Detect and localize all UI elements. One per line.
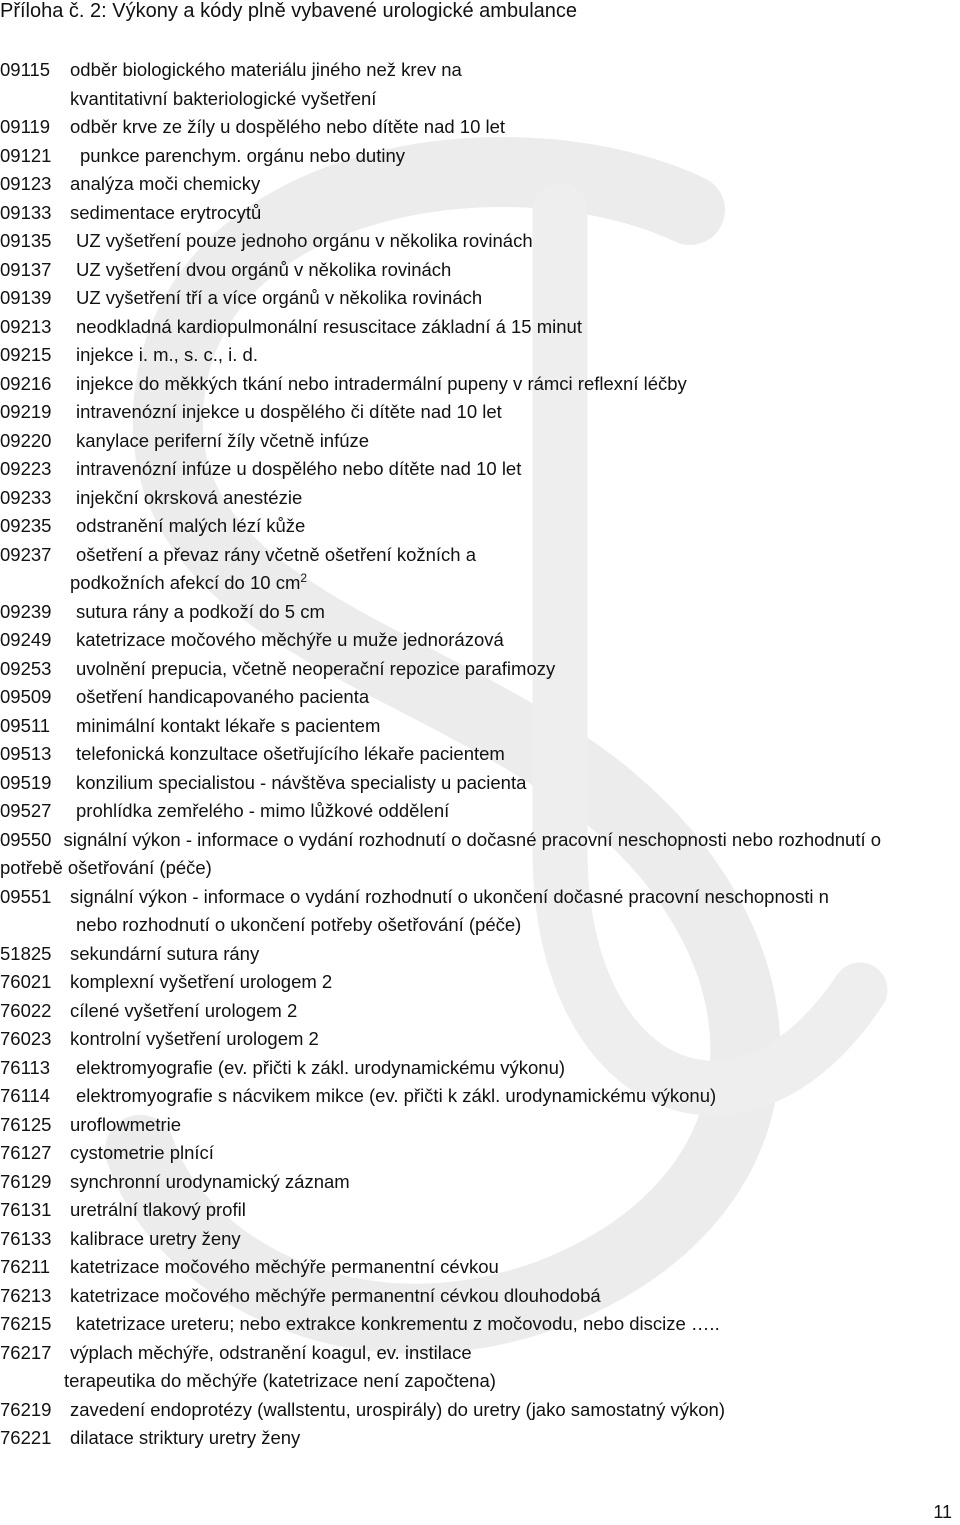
item-description: injekční okrsková anestézie [76,486,303,508]
item-code: 09509 [0,686,52,707]
item-code: 09215 [0,344,52,365]
list-item [0,683,955,712]
item-description: odstranění malých lézí kůže [76,515,306,536]
item-description: UZ vyšetření dvou orgánů v několika rovinách [76,258,452,280]
list-item [0,626,955,655]
item-code: 76023 [0,1028,52,1049]
item-description: minimální kontakt lékaře s pacientem [76,714,381,736]
item-description: uroflowmetrie [70,1113,182,1135]
list-item [0,1168,955,1197]
item-code: 09527 [0,800,52,821]
item-code: 76211 [0,1256,51,1277]
list-item [0,712,955,741]
list-item [0,199,955,228]
item-code: 09550 [0,828,52,850]
list-item [0,598,955,627]
list-item [0,826,900,883]
item-code: 76113 [0,1056,51,1078]
item-code: 09133 [0,201,52,223]
page-number: 11 [933,1502,952,1522]
item-description: zavedení endoprotézy (wallstentu, urospirály) do uretry (jako samostatný výkon) [70,1398,725,1420]
item-code: 76213 [0,1284,52,1306]
item-description: odběr biologického materiálu jiného než krev na [70,59,462,80]
list-item [0,769,955,798]
list-item [0,940,955,969]
list-item [0,797,955,826]
list-item [0,1196,955,1225]
item-description: konzilium specialistou - návštěva specialisty u pacienta [76,771,527,793]
item-code: 09219 [0,401,52,422]
item-description: komplexní vyšetření urologem 2 [70,971,333,992]
item-description: intravenózní injekce u dospělého či dítěte nad 10 let [76,401,502,422]
item-code: 09237 [0,543,52,565]
code-list [0,56,955,1453]
list-item [0,1396,955,1425]
item-description: elektromyografie s nácvikem mikce (ev. přičti k zákl. urodynamickému výkonu) [76,1085,717,1106]
item-description-continued [64,1367,496,1396]
list-item [0,341,955,370]
item-description: sedimentace erytrocytů [70,201,262,223]
list-item [0,284,955,313]
item-code: 09551 [0,885,52,907]
item-description-continued [70,569,307,598]
list-item [0,1424,955,1453]
list-item [0,142,955,171]
item-description: synchronní urodynamický záznam [70,1170,350,1192]
item-code: 76129 [0,1170,52,1192]
item-code: 76021 [0,971,52,992]
item-description: sekundární sutura rány [70,942,260,964]
list-item [0,1054,955,1083]
item-code: 09249 [0,629,52,650]
item-description: ošetření handicapovaného pacienta [76,686,370,707]
item-code: 09253 [0,657,52,679]
item-description: sutura rány a podkoží do 5 cm [76,600,325,622]
list-item [0,1225,955,1254]
item-description: telefonická konzultace ošetřujícího lékaře pacientem [76,743,505,764]
item-code: 76022 [0,999,52,1021]
item-description: cystometrie plnící [70,1142,214,1163]
item-description: UZ vyšetření pouze jednoho orgánu v několika rovinách [76,230,533,251]
continued-text: nebo rozhodnutí o ukončení potřeby ošetřování (péče) [76,914,522,935]
item-code: 76221 [0,1427,52,1448]
item-code: 09139 [0,287,52,308]
item-code: 76133 [0,1227,52,1249]
item-description: kontrolní vyšetření urologem 2 [70,1028,319,1049]
item-code: 09235 [0,515,52,536]
list-item [0,997,955,1026]
item-description: katetrizace močového měchýře permanentní cévkou dlouhodobá [70,1284,601,1306]
item-code: 09135 [0,230,52,251]
item-description: analýza moči chemicky [70,173,261,194]
item-code: 76217 [0,1341,52,1363]
list-item [0,541,955,598]
item-code: 09233 [0,486,52,508]
list-item [0,484,955,513]
item-code: 09123 [0,173,52,194]
list-item [0,56,955,113]
item-description: katetrizace močového měchýře u muže jednorázová [76,629,504,650]
item-code: 76131 [0,1199,52,1220]
item-description: neodkladná kardiopulmonální resuscitace základní á 15 minut [76,315,582,337]
list-item [0,1082,955,1111]
item-code: 09220 [0,429,52,451]
item-code: 51825 [0,942,52,964]
item-code: 76114 [0,1085,51,1106]
item-description: injekce do měkkých tkání nebo intradermální pupeny v rámci reflexní léčby [76,372,687,394]
item-description: odběr krve ze žíly u dospělého nebo dítěte nad 10 let [70,116,506,137]
list-item [0,883,955,940]
item-description: elektromyografie (ev. přičti k zákl. urodynamickému výkonu) [76,1056,566,1078]
item-code: 09121 [0,144,52,166]
item-code: 09216 [0,372,52,394]
item-code: 76215 [0,1313,52,1334]
item-description: injekce i. m., s. c., i. d. [76,344,258,365]
list-item [0,256,955,285]
item-code: 09115 [0,59,51,80]
item-description: intravenózní infúze u dospělého nebo dítěte nad 10 let [76,458,522,479]
list-item [0,455,955,484]
list-item [0,1139,955,1168]
item-description: signální výkon - informace o vydání rozhodnutí o dočasné pracovní neschopnosti nebo rozhodnutí o potřebě ošetřování (péče) [0,828,882,878]
item-description: cílené vyšetření urologem 2 [70,999,298,1021]
item-description-continued [76,911,521,940]
list-item [0,512,955,541]
list-item [0,968,955,997]
list-item [0,370,955,399]
item-description: dilatace striktury uretry ženy [70,1427,301,1448]
continued-text: podkožních afekcí do 10 cm [70,572,301,593]
item-description: uvolnění prepucia, včetně neoperační repozice parafimozy [76,657,556,679]
list-item [0,313,955,342]
continued-text: kvantitativní bakteriologické vyšetření [70,87,377,109]
list-item [0,398,955,427]
item-code: 76219 [0,1398,52,1420]
list-item [0,427,955,456]
item-code: 09137 [0,258,52,280]
item-description: uretrální tlakový profil [70,1199,246,1220]
list-item [0,170,955,199]
item-description: kanylace periferní žíly včetně infúze [76,429,370,451]
list-item [0,655,955,684]
item-description: punkce parenchym. orgánu nebo dutiny [80,144,405,166]
item-code: 76127 [0,1142,52,1163]
item-code: 09223 [0,458,52,479]
item-description: ošetření a převaz rány včetně ošetření kožních a [76,543,477,565]
list-item [0,1310,955,1339]
item-description: prohlídka zemřelého - mimo lůžkové oddělení [76,800,450,821]
list-item [0,1253,955,1282]
list-item [0,227,955,256]
list-item [0,1111,955,1140]
list-item [0,1339,955,1396]
item-code: 76125 [0,1113,52,1135]
item-code: 09213 [0,315,52,337]
item-code: 09239 [0,600,52,622]
list-item [0,113,955,142]
item-description-continued [70,85,376,114]
item-description: katetrizace močového měchýře permanentní cévkou [70,1256,499,1277]
list-item [0,1282,955,1311]
item-description: signální výkon - informace o vydání rozhodnutí o ukončení dočasné pracovní neschopnosti n [70,885,829,907]
continued-text: terapeutika do měchýře (katetrizace není započtena) [64,1370,496,1391]
item-code: 09119 [0,116,51,137]
item-description: katetrizace ureteru; nebo extrakce konkrementu z močovodu, nebo discize ….. [76,1313,720,1334]
superscript: 2 [300,570,308,585]
item-description: výplach měchýře, odstranění koagul, ev. instilace [70,1341,472,1363]
page-title: Příloha č. 2: Výkony a kódy plně vybavené urologické ambulance [0,0,578,22]
item-code: 09519 [0,771,52,793]
item-code: 09513 [0,743,52,764]
list-item [0,740,955,769]
item-description: UZ vyšetření tří a více orgánů v několika rovinách [76,287,483,308]
item-description: kalibrace uretry ženy [70,1227,241,1249]
item-code: 09511 [0,714,51,736]
list-item [0,1025,955,1054]
